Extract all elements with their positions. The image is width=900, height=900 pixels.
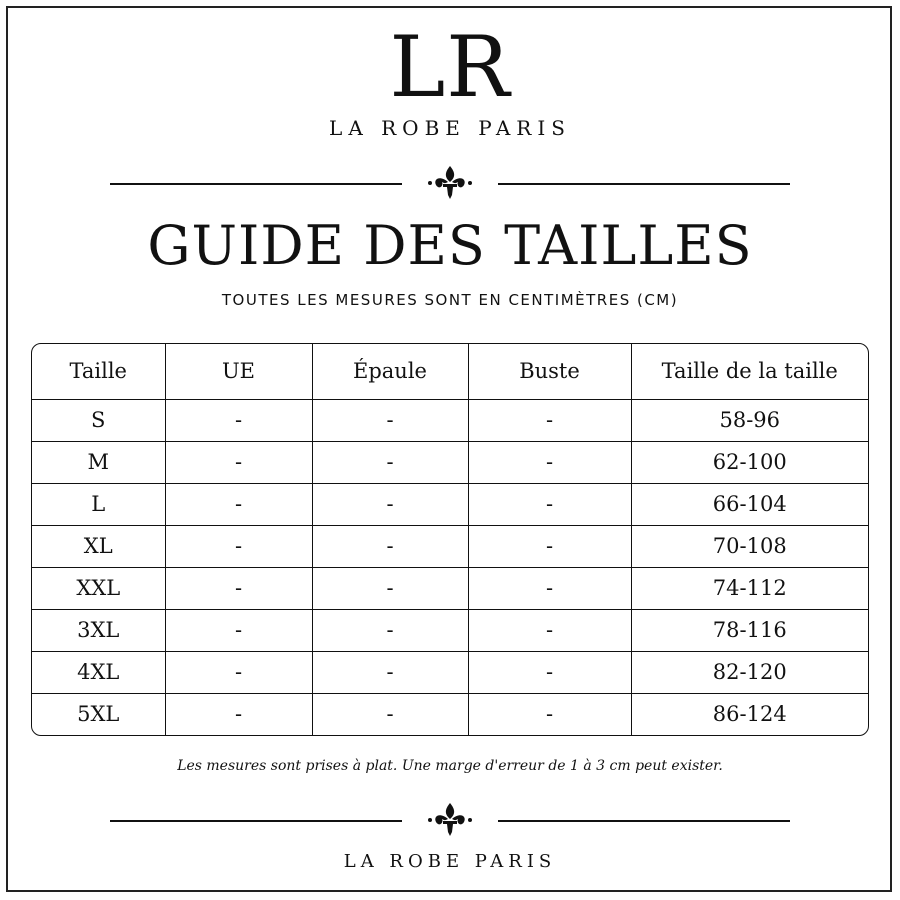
cell-shoulder: - <box>312 399 468 441</box>
cell-size: 4XL <box>32 651 165 693</box>
column-header-bust: Buste <box>468 344 631 399</box>
cell-bust: - <box>468 483 631 525</box>
cell-eu: - <box>165 693 312 735</box>
cell-size: XL <box>32 525 165 567</box>
cell-size: 3XL <box>32 609 165 651</box>
table-row <box>32 483 868 525</box>
divider-line-left <box>110 183 402 185</box>
column-header-size: Taille <box>32 344 165 399</box>
cell-waist: 62-100 <box>631 441 868 483</box>
cell-shoulder: - <box>312 693 468 735</box>
bottom-divider <box>110 800 790 840</box>
cell-shoulder: - <box>312 525 468 567</box>
divider-line-right <box>498 183 790 185</box>
table-row <box>32 567 868 609</box>
cell-waist: 78-116 <box>631 609 868 651</box>
cell-waist: 70-108 <box>631 525 868 567</box>
divider-line-right <box>498 820 790 822</box>
cell-waist: 66-104 <box>631 483 868 525</box>
top-divider <box>110 163 790 203</box>
table-row <box>32 651 868 693</box>
cell-size: 5XL <box>32 693 165 735</box>
cell-waist: 74-112 <box>631 567 868 609</box>
cell-shoulder: - <box>312 609 468 651</box>
table-row <box>32 525 868 567</box>
cell-bust: - <box>468 651 631 693</box>
cell-bust: - <box>468 567 631 609</box>
cell-shoulder: - <box>312 441 468 483</box>
cell-bust: - <box>468 399 631 441</box>
cell-eu: - <box>165 441 312 483</box>
fleur-de-lis-icon <box>425 163 475 203</box>
cell-waist: 86-124 <box>631 693 868 735</box>
measurement-note: Les mesures sont prises à plat. Une marge d'erreur de 1 à 3 cm peut exister. <box>177 758 723 774</box>
cell-waist: 58-96 <box>631 399 868 441</box>
table-header-row <box>32 344 868 399</box>
table-row <box>32 399 868 441</box>
column-header-shoulder: Épaule <box>312 344 468 399</box>
table-row <box>32 441 868 483</box>
cell-eu: - <box>165 651 312 693</box>
page-subtitle: TOUTES LES MESURES SONT EN CENTIMÈTRES (CM) <box>221 291 679 309</box>
page-title: GUIDE DES TAILLES <box>147 214 753 277</box>
cell-bust: - <box>468 693 631 735</box>
cell-eu: - <box>165 399 312 441</box>
cell-eu: - <box>165 525 312 567</box>
cell-waist: 82-120 <box>631 651 868 693</box>
monogram-logo: LR <box>389 18 511 116</box>
brand-name-top: LA ROBE PARIS <box>329 116 571 140</box>
cell-bust: - <box>468 609 631 651</box>
cell-size: XXL <box>32 567 165 609</box>
brand-name-footer: LA ROBE PARIS <box>343 851 557 872</box>
fleur-de-lis-icon <box>425 800 475 840</box>
cell-shoulder: - <box>312 651 468 693</box>
cell-size: L <box>32 483 165 525</box>
cell-shoulder: - <box>312 567 468 609</box>
cell-shoulder: - <box>312 483 468 525</box>
cell-size: M <box>32 441 165 483</box>
cell-eu: - <box>165 567 312 609</box>
column-header-waist: Taille de la taille <box>631 344 868 399</box>
size-table <box>32 344 868 735</box>
cell-bust: - <box>468 441 631 483</box>
divider-line-left <box>110 820 402 822</box>
table-row <box>32 609 868 651</box>
cell-bust: - <box>468 525 631 567</box>
table-row <box>32 693 868 735</box>
cell-size: S <box>32 399 165 441</box>
cell-eu: - <box>165 483 312 525</box>
size-table-container <box>31 343 869 736</box>
column-header-eu: UE <box>165 344 312 399</box>
cell-eu: - <box>165 609 312 651</box>
